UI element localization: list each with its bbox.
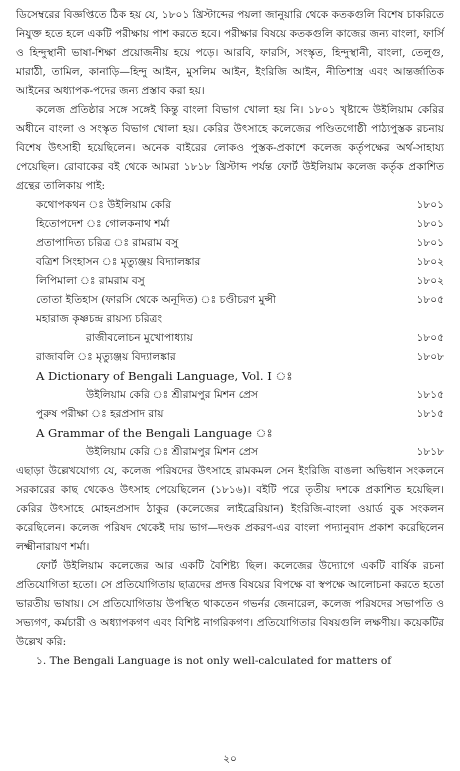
book-row: [16, 424, 444, 443]
book-year: [404, 424, 444, 443]
book-row: [16, 386, 444, 405]
book-year: ১৮০১: [416, 199, 444, 211]
book-year: [404, 310, 444, 329]
book-year: ১৮০৫: [416, 294, 444, 306]
book-year: ১৮০৫: [416, 332, 444, 344]
book-year: ১৮০২: [416, 275, 444, 287]
book-title: রাজীবলোচন মুখোপাধ্যায়: [86, 332, 193, 344]
page-number: ২০: [223, 753, 237, 765]
book-row: [16, 405, 444, 424]
book-year: ১৮১৫: [416, 408, 444, 420]
book-title: A Grammar of the Bengali Language ঃ: [36, 426, 273, 440]
paragraph-3: এছাড়া উল্লেখযোগ্য যে, কলেজ পরিষদের উৎসাহে রামকমল সেন ইংরিজি বাঙলা অভিধান সংকলনে সরকারের কাছ থেকেও উৎসাহ পেয়েছিলেন (১৮১৬)। বইটি পরে তৃতীয় দশকে প্রকাশিত হয়েছিল। কেরির উৎসাহে মোহনপ্রসাদ ঠাকুর (কলেজের লাইব্রেরিয়ান) ইংরিজি-বাংলা ওয়ার্ড বুক সংকলন করেছিলেন। কলেজ পরিষদ থেকেই দায় ভাগ—দণ্ডক প্রকরণ-এর বাংলা পদ্যানুবাদ প্রকাশ করেছিলেন লক্ষ্মীনারায়ণ শর্মা।: [16, 465, 444, 553]
book-title: মহারাজ কৃষ্ণচন্দ্র রায়স্য চরিত্রং: [36, 313, 163, 325]
paragraph-1: ডিসেম্বরের বিজ্ঞপ্তিতে ঠিক হয় যে, ১৮০১ খ্রিস্টাব্দের পয়লা জানুয়ারি থেকে কতকগুলি বিশেষ চাকরিতে নিযুক্ত হতে হলে একটি পরীক্ষায় পাশ করতে হবে। পরীক্ষার বিষয়ে কতকগুলি কাজের জন্য বাংলা, ফার্সি ও হিন্দুস্থানী ভাষা-শিক্ষা প্রয়োজনীয় হয়ে পড়ে। আরবি, ফারসি, সংস্কৃত, হিন্দুস্থানী, বাংলা, তেলুগু, মারাঠী, তামিল, কানাড়ি—হিন্দু আইন, মুসলিম আইন, ইংরিজি আইন, নীতিশাস্ত্র এবং আন্তর্জাতিক আইনের অধ্যাপক-পদের জন্য প্রস্তাব করা হয়।: [16, 9, 444, 97]
book-title: বত্রিশ সিংহাসন ঃ মৃত্যুঞ্জয় বিদ্যালঙ্কার: [36, 256, 201, 268]
book-year: ১৮১৫: [416, 389, 444, 401]
book-title: হিতোপদেশ ঃ গোলকনাথ শর্মা: [36, 218, 170, 230]
book-year: ১৮০৮: [416, 351, 444, 363]
paragraph-5: ১. The Bengali Language is not only well-calculated for matters of: [36, 655, 392, 667]
book-row: [16, 291, 444, 310]
book-row: [16, 234, 444, 253]
book-title: প্রতাপাদিত্য চরিত্র ঃ রামরাম বসু: [36, 237, 179, 249]
paragraph-4: ফোর্ট উইলিয়াম কলেজের আর একটি বৈশিষ্ট্য ছিল। কলেজের উদ্যোগে একটি বার্ষিক রচনা প্রতিযোগিতা হতো। সে প্রতিযোগিতায় ছাত্রদের প্রদত্ত বিষয়ের বিপক্ষে বা স্বপক্ষে আলোচনা করতে হতো ভারতীয় ভাষায়। সে প্রতিযোগিতায় উপস্থিত থাকতেন গভর্নর জেনারেল, কলেজ পরিষদের সভাপতি ও সভ্যগণ, কর্মচারী ও অধ্যাপকগণ এবং বিশিষ্ট নাগরিকগণ। প্রতিযোগিতার বিষয়গুলি লক্ষণীয়। কয়েকটির উল্লেখ করি:: [16, 560, 444, 648]
book-year: [404, 367, 444, 386]
book-title: A Dictionary of Bengali Language, Vol. I ঃ: [36, 369, 293, 383]
book-row: [16, 253, 444, 272]
book-year: ১৮১৮: [416, 446, 444, 458]
book-row: [16, 310, 444, 329]
book-row: [16, 272, 444, 291]
book-title: উইলিয়াম কেরি ঃ শ্রীরামপুর মিশন প্রেস: [86, 446, 258, 458]
book-row: [16, 367, 444, 386]
paragraph-2: কলেজ প্রতিষ্ঠার সঙ্গে সঙ্গেই কিন্তু বাংলা বিভাগ খোলা হয় নি। ১৮০১ খৃষ্টাব্দে উইলিয়াম কেরির অধীনে বাংলা ও সংস্কৃত বিভাগ খোলা হয়। কেরির উৎসাহে কলেজের পণ্ডিতগোষ্ঠী পাঠ্যপুস্তক রচনায় বিশেষ উৎসাহী হয়েছিলেন। অনেক বাইরের লোকও পুস্তক-প্রকাশে কলেজ কর্তৃপক্ষের অর্থ-সাহায্য পেয়েছিল। রোবাকের বই থেকে আমরা ১৮১৮ খ্রিস্টাব্দ পর্যন্ত ফোর্ট উইলিয়াম কলেজ কর্তৃক প্রকাশিত গ্রন্থের তালিকায় পাই:: [16, 104, 444, 192]
book-title: রাজাবলি ঃ মৃত্যুঞ্জয় বিদ্যালঙ্কার: [36, 351, 176, 363]
book-title: লিপিমালা ঃ রামরাম বসু: [36, 275, 145, 287]
book-row: [16, 329, 444, 348]
book-title: কথোপকথন ঃ উইলিয়াম কেরি: [36, 199, 172, 211]
book-year: ১৮০১: [416, 237, 444, 249]
book-list: [16, 196, 444, 462]
book-row: [16, 443, 444, 462]
book-title: তোতা ইতিহাস (ফারসি থেকে অনূদিত) ঃ চণ্ডীচরণ মুন্সী: [36, 294, 276, 306]
book-row: [16, 196, 444, 215]
book-year: ১৮০২: [416, 256, 444, 268]
book-row: [16, 348, 444, 367]
book-year: ১৮০১: [416, 218, 444, 230]
book-row: [16, 215, 444, 234]
book-title: উইলিয়াম কেরি ঃ শ্রীরামপুর মিশন প্রেস: [86, 389, 258, 401]
book-title: পুরুষ পরীক্ষা ঃ হরপ্রসাদ রায়: [36, 408, 164, 420]
